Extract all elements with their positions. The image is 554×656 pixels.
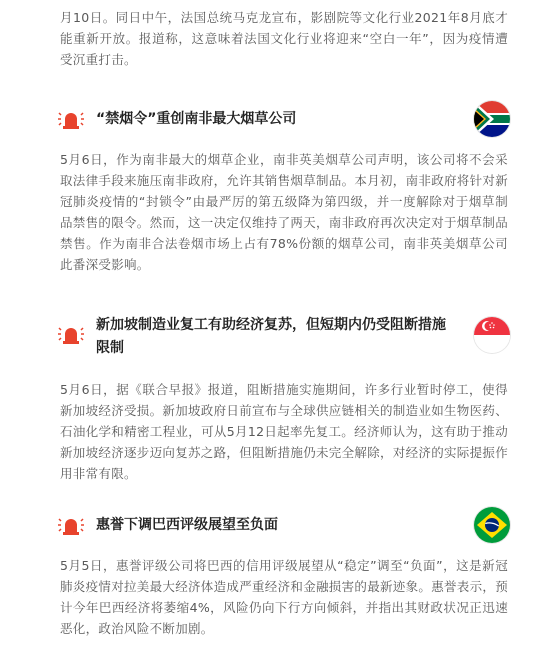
south-africa-flag-icon — [474, 101, 510, 137]
section-header-brazil — [58, 505, 510, 545]
alarm-icon — [58, 324, 84, 344]
section-title: 惠誉下调巴西评级展望至负面 — [96, 517, 278, 533]
singapore-flag-icon — [474, 317, 510, 353]
alarm-icon — [58, 109, 84, 129]
section-body: 5月6日，据《联合早报》报道，阻断措施实施期间，许多行业暂时停工，使得新加坡经济受损。新加坡政府日前宣布与全球供应链相关的制造业如生物医药、石油化学和精密工程业，可从5月12日起率先复工。经济师认为，这有助于推动新加坡经济逐步迈向复苏之路，但阻断措施仍未完全解除，对经济的实际提振作用非常有限。 — [60, 382, 509, 481]
section-body: 5月5日，惠誉评级公司将巴西的信用评级展望从“稳定”调至“负面”，这是新冠肺炎疫情对拉美最大经济体造成严重经济和金融损害的最新迹象。惠誉表示，预计今年巴西经济将萎缩4%，风险仍向下行方向倾斜，并指出其财政状况正迅速恶化，政治风险不断加剧。 — [60, 558, 509, 636]
brazil-flag-icon — [474, 507, 510, 543]
section-title: 新加坡制造业复工有助经济复苏，但短期内仍受阻断措施限制 — [96, 317, 446, 356]
section-header-south-africa — [58, 99, 510, 139]
intro-paragraph: 月10日。同日中午，法国总统马克龙宣布，影剧院等文化行业2021年8月底才能重新开放。报道称，这意味着法国文化行业将迎来“空白一年”，因为疫情遭受沉重打击。 — [60, 10, 508, 67]
section-body: 5月6日，作为南非最大的烟草企业，南非英美烟草公司声明，该公司将不会采取法律手段来施压南非政府，允许其销售烟草制品。本月初，南非政府将针对新冠肺炎疫情的“封锁令”由最严厉的第五级降为第四级，并一度解除对于烟草制品禁售的限令。然而，这一决定仅维持了两天，南非政府再次决定对于烟草制品禁售。作为南非合法卷烟市场上占有78%份额的烟草公司，南非英美烟草公司此番深受影响。 — [60, 152, 509, 272]
alarm-icon — [58, 515, 84, 535]
section-title: “禁烟令”重创南非最大烟草公司 — [96, 111, 297, 127]
section-header-singapore — [58, 312, 510, 358]
